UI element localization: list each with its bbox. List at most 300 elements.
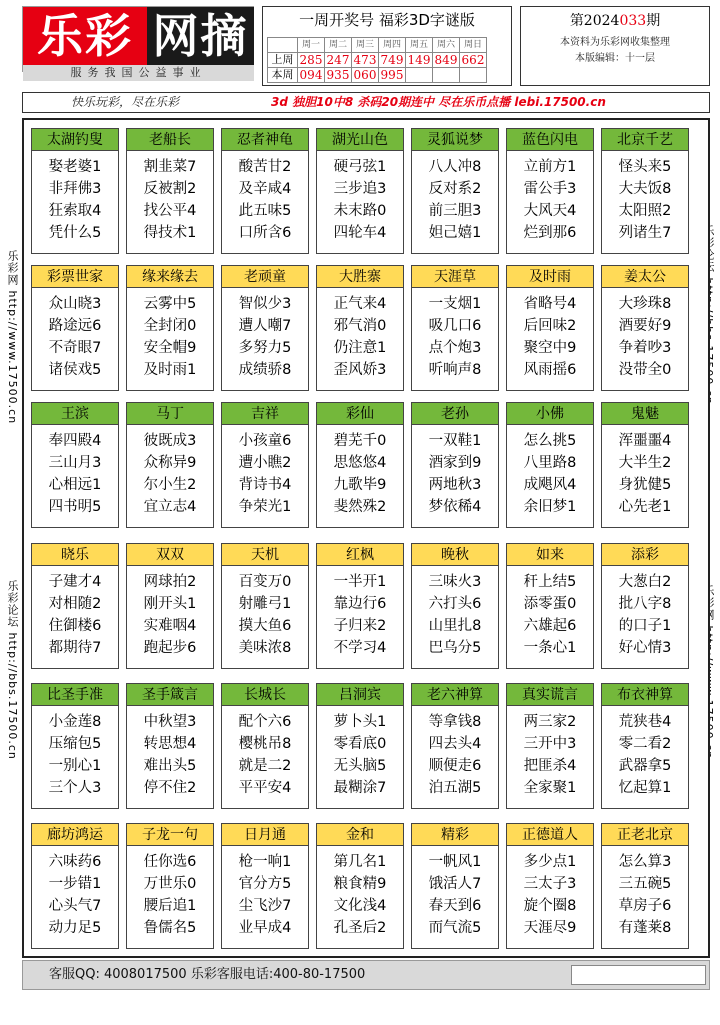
riddle-line: 三个人3 bbox=[48, 780, 102, 796]
card-body bbox=[127, 288, 213, 381]
day-header: 周三 bbox=[352, 38, 379, 53]
card-author: 比圣手准 bbox=[32, 684, 118, 706]
editor-note: 本版编辑：十一层 bbox=[575, 53, 655, 64]
riddle-line: 子归来2 bbox=[333, 618, 387, 634]
riddle-line: 无头脑5 bbox=[333, 758, 387, 774]
card-body bbox=[507, 706, 593, 799]
riddle-line: 平平安4 bbox=[238, 780, 292, 796]
riddle-line: 跑起步6 bbox=[143, 640, 197, 656]
riddle-grid bbox=[22, 118, 710, 958]
card-author: 彩仙 bbox=[317, 403, 403, 425]
riddle-line: 把匪杀4 bbox=[523, 758, 577, 774]
logo-slogan: 服务我国公益事业 bbox=[23, 65, 254, 81]
riddle-line: 听响声8 bbox=[428, 362, 482, 378]
riddle-card bbox=[506, 823, 594, 949]
side-label-left-bottom: 乐彩论坛 http://bbs.17500.cn bbox=[6, 580, 19, 760]
card-author: 忍者神龟 bbox=[222, 129, 308, 151]
card-body bbox=[222, 288, 308, 381]
card-author: 天机 bbox=[222, 544, 308, 566]
riddle-line: 仍注意1 bbox=[333, 340, 387, 356]
card-author: 添彩 bbox=[602, 544, 688, 566]
card-author: 正老北京 bbox=[602, 824, 688, 846]
riddle-line: 两三家2 bbox=[523, 714, 577, 730]
riddle-line: 身犹健5 bbox=[618, 477, 672, 493]
promo-banner bbox=[22, 92, 710, 113]
riddle-line: 两地秋3 bbox=[428, 477, 482, 493]
card-body bbox=[602, 425, 688, 518]
riddle-line: 都期待7 bbox=[48, 640, 102, 656]
riddle-card bbox=[601, 128, 689, 254]
issue-panel bbox=[520, 6, 710, 86]
riddle-line: 文化浅4 bbox=[333, 898, 387, 914]
draw-number: 247 bbox=[325, 53, 352, 68]
riddle-card bbox=[31, 265, 119, 391]
riddle-line: 狂索取4 bbox=[48, 203, 102, 219]
riddle-card bbox=[221, 543, 309, 669]
card-author: 双双 bbox=[127, 544, 213, 566]
riddle-line: 停不住2 bbox=[143, 780, 197, 796]
riddle-line: 住御楼6 bbox=[48, 618, 102, 634]
card-author: 及时雨 bbox=[507, 266, 593, 288]
card-author: 晚秋 bbox=[412, 544, 498, 566]
card-body bbox=[32, 566, 118, 659]
draw-number: 285 bbox=[298, 53, 325, 68]
card-body bbox=[317, 425, 403, 518]
riddle-line: 众山晓3 bbox=[48, 296, 102, 312]
riddle-line: 批八字8 bbox=[618, 596, 672, 612]
riddle-line: 刚开头1 bbox=[143, 596, 197, 612]
riddle-line: 及时雨1 bbox=[143, 362, 197, 378]
riddle-line: 全封闭0 bbox=[143, 318, 197, 334]
card-author: 灵狐说梦 bbox=[412, 129, 498, 151]
riddle-line: 四书明5 bbox=[48, 499, 102, 515]
riddle-line: 三五碗5 bbox=[618, 876, 672, 892]
riddle-line: 成绩骄8 bbox=[238, 362, 292, 378]
riddle-card bbox=[506, 543, 594, 669]
card-body bbox=[507, 151, 593, 244]
riddle-line: 宜立志4 bbox=[143, 499, 197, 515]
day-header: 周六 bbox=[433, 38, 460, 53]
riddle-line: 尔小生2 bbox=[143, 477, 197, 493]
card-author: 大胜寨 bbox=[317, 266, 403, 288]
riddle-card bbox=[411, 543, 499, 669]
riddle-line: 浑噩噩4 bbox=[618, 433, 672, 449]
card-body bbox=[222, 846, 308, 939]
riddle-line: 网球拍2 bbox=[143, 574, 197, 590]
riddle-line: 余旧梦1 bbox=[523, 499, 577, 515]
riddle-line: 多少点1 bbox=[523, 854, 577, 870]
riddle-line: 一帆风1 bbox=[428, 854, 482, 870]
riddle-line: 雷公手3 bbox=[523, 181, 577, 197]
riddle-card bbox=[31, 402, 119, 528]
riddle-card bbox=[221, 265, 309, 391]
card-author: 马丁 bbox=[127, 403, 213, 425]
day-header: 周四 bbox=[379, 38, 406, 53]
riddle-line: 烂到那6 bbox=[523, 225, 577, 241]
riddle-line: 小孩童6 bbox=[238, 433, 292, 449]
riddle-card bbox=[316, 543, 404, 669]
riddle-line: 没带全0 bbox=[618, 362, 672, 378]
card-body bbox=[412, 846, 498, 939]
riddle-line: 巴乌分5 bbox=[428, 640, 482, 656]
riddle-line: 等拿钱8 bbox=[428, 714, 482, 730]
last-week-row bbox=[268, 53, 487, 68]
card-body bbox=[127, 566, 213, 659]
riddle-card bbox=[506, 402, 594, 528]
riddle-line: 三开中3 bbox=[523, 736, 577, 752]
riddle-line: 四去头4 bbox=[428, 736, 482, 752]
card-author: 北京千艺 bbox=[602, 129, 688, 151]
riddle-line: 心头气7 bbox=[48, 898, 102, 914]
riddle-card bbox=[411, 823, 499, 949]
riddle-line: 凭什么5 bbox=[48, 225, 102, 241]
riddle-card bbox=[31, 128, 119, 254]
riddle-line: 聚空中9 bbox=[523, 340, 577, 356]
riddle-line: 一条心1 bbox=[523, 640, 577, 656]
riddle-line: 中秋望3 bbox=[143, 714, 197, 730]
riddle-line: 万世乐0 bbox=[143, 876, 197, 892]
riddle-line: 太阳照2 bbox=[618, 203, 672, 219]
riddle-line: 心先老1 bbox=[618, 499, 672, 515]
draw-days-row bbox=[268, 38, 487, 53]
riddle-line: 的口子1 bbox=[618, 618, 672, 634]
riddle-line: 业早成4 bbox=[238, 920, 292, 936]
riddle-line: 彼既成3 bbox=[143, 433, 197, 449]
card-body bbox=[602, 846, 688, 939]
card-body bbox=[222, 706, 308, 799]
card-author: 正德道人 bbox=[507, 824, 593, 846]
card-author: 老船长 bbox=[127, 129, 213, 151]
riddle-line: 怪头来5 bbox=[618, 159, 672, 175]
card-body bbox=[127, 425, 213, 518]
riddle-line: 摸大鱼6 bbox=[238, 618, 292, 634]
day-header: 周五 bbox=[406, 38, 433, 53]
riddle-line: 一双鞋1 bbox=[428, 433, 482, 449]
riddle-line: 零二看2 bbox=[618, 736, 672, 752]
riddle-line: 而气流5 bbox=[428, 920, 482, 936]
riddle-line: 前三胆3 bbox=[428, 203, 482, 219]
riddle-line: 娶老婆1 bbox=[48, 159, 102, 175]
riddle-card bbox=[411, 683, 499, 809]
card-author: 湖光山色 bbox=[317, 129, 403, 151]
card-body bbox=[412, 151, 498, 244]
card-body bbox=[32, 846, 118, 939]
riddle-line: 省略号4 bbox=[523, 296, 577, 312]
riddle-line: 动力足5 bbox=[48, 920, 102, 936]
draw-number: 935 bbox=[325, 68, 352, 83]
riddle-line: 反被割2 bbox=[143, 181, 197, 197]
riddle-line: 遭小瞧2 bbox=[238, 455, 292, 471]
day-header: 周日 bbox=[460, 38, 487, 53]
this-week-row bbox=[268, 68, 487, 83]
card-author: 老孙 bbox=[412, 403, 498, 425]
card-body bbox=[602, 151, 688, 244]
card-author: 晓乐 bbox=[32, 544, 118, 566]
riddle-card bbox=[221, 683, 309, 809]
riddle-line: 萝卜头1 bbox=[333, 714, 387, 730]
riddle-line: 射雕弓1 bbox=[238, 596, 292, 612]
card-author: 圣手箴言 bbox=[127, 684, 213, 706]
riddle-line: 及辛咸4 bbox=[238, 181, 292, 197]
riddle-card bbox=[316, 265, 404, 391]
riddle-line: 枪一响1 bbox=[238, 854, 292, 870]
riddle-line: 鲁儒名5 bbox=[143, 920, 197, 936]
draw-number: 060 bbox=[352, 68, 379, 83]
draw-number: 149 bbox=[406, 53, 433, 68]
riddle-line: 梦依稀4 bbox=[428, 499, 482, 515]
card-body bbox=[317, 566, 403, 659]
card-body bbox=[317, 846, 403, 939]
card-body bbox=[412, 706, 498, 799]
riddle-line: 妲己嬉1 bbox=[428, 225, 482, 241]
riddle-line: 三太子3 bbox=[523, 876, 577, 892]
card-body bbox=[127, 151, 213, 244]
riddle-line: 非拜佛3 bbox=[48, 181, 102, 197]
riddle-line: 歪风娇3 bbox=[333, 362, 387, 378]
riddle-line: 添零蛋0 bbox=[523, 596, 577, 612]
riddle-line: 四轮车4 bbox=[333, 225, 387, 241]
draw-number: 473 bbox=[352, 53, 379, 68]
card-author: 吕洞宾 bbox=[317, 684, 403, 706]
riddle-line: 不奇眼7 bbox=[48, 340, 102, 356]
card-body bbox=[32, 151, 118, 244]
card-author: 王滨 bbox=[32, 403, 118, 425]
riddle-line: 碧芜千0 bbox=[333, 433, 387, 449]
riddle-card bbox=[31, 823, 119, 949]
riddle-line: 八里路8 bbox=[523, 455, 577, 471]
riddle-line: 小金莲8 bbox=[48, 714, 102, 730]
riddle-line: 天涯尽9 bbox=[523, 920, 577, 936]
riddle-line: 任你选6 bbox=[143, 854, 197, 870]
card-body bbox=[412, 566, 498, 659]
riddle-line: 找公平4 bbox=[143, 203, 197, 219]
card-author: 小佛 bbox=[507, 403, 593, 425]
riddle-line: 思悠悠4 bbox=[333, 455, 387, 471]
riddle-line: 斐然殊2 bbox=[333, 499, 387, 515]
card-body bbox=[602, 706, 688, 799]
riddle-line: 吸几口6 bbox=[428, 318, 482, 334]
riddle-line: 大珍珠8 bbox=[618, 296, 672, 312]
riddle-line: 心相远1 bbox=[48, 477, 102, 493]
riddle-card bbox=[126, 265, 214, 391]
riddle-line: 泊五湖5 bbox=[428, 780, 482, 796]
riddle-line: 三山月3 bbox=[48, 455, 102, 471]
card-author: 老六神算 bbox=[412, 684, 498, 706]
card-author: 姜太公 bbox=[602, 266, 688, 288]
card-author: 真实谎言 bbox=[507, 684, 593, 706]
card-author: 廊坊鸿运 bbox=[32, 824, 118, 846]
riddle-line: 一别心1 bbox=[48, 758, 102, 774]
riddle-line: 点个炮3 bbox=[428, 340, 482, 356]
riddle-line: 大风天4 bbox=[523, 203, 577, 219]
riddle-card bbox=[411, 128, 499, 254]
riddle-card bbox=[31, 683, 119, 809]
riddle-line: 春天到6 bbox=[428, 898, 482, 914]
riddle-line: 安全帽9 bbox=[143, 340, 197, 356]
logo bbox=[22, 6, 254, 79]
riddle-line: 靠边行6 bbox=[333, 596, 387, 612]
draw-title: 一周开奖号 福彩3D字谜版 bbox=[299, 11, 475, 29]
riddle-line: 零看底0 bbox=[333, 736, 387, 752]
riddle-line: 百变万0 bbox=[238, 574, 292, 590]
riddle-card bbox=[31, 543, 119, 669]
riddle-card bbox=[126, 823, 214, 949]
card-author: 红枫 bbox=[317, 544, 403, 566]
riddle-line: 诸侯戏5 bbox=[48, 362, 102, 378]
riddle-line: 怎么算3 bbox=[618, 854, 672, 870]
riddle-line: 顺便走6 bbox=[428, 758, 482, 774]
card-body bbox=[32, 425, 118, 518]
riddle-card bbox=[316, 402, 404, 528]
card-body bbox=[412, 288, 498, 381]
riddle-line: 实难咽4 bbox=[143, 618, 197, 634]
draw-number: 849 bbox=[433, 53, 460, 68]
riddle-line: 就是二2 bbox=[238, 758, 292, 774]
riddle-line: 对相随2 bbox=[48, 596, 102, 612]
last-week-label: 上周 bbox=[268, 53, 298, 68]
riddle-card bbox=[601, 823, 689, 949]
riddle-line: 酸苦甘2 bbox=[238, 159, 292, 175]
card-body bbox=[32, 706, 118, 799]
riddle-line: 未末路0 bbox=[333, 203, 387, 219]
logo-red-text: 乐彩 bbox=[23, 7, 147, 65]
card-body bbox=[412, 425, 498, 518]
riddle-line: 正气来4 bbox=[333, 296, 387, 312]
riddle-line: 武器拿5 bbox=[618, 758, 672, 774]
riddle-line: 旋个圈8 bbox=[523, 898, 577, 914]
riddle-line: 风雨摇6 bbox=[523, 362, 577, 378]
riddle-line: 六雄起6 bbox=[523, 618, 577, 634]
weekly-draw-panel bbox=[262, 6, 512, 86]
riddle-line: 背诗书4 bbox=[238, 477, 292, 493]
riddle-line: 立前方1 bbox=[523, 159, 577, 175]
draw-number: 094 bbox=[298, 68, 325, 83]
card-body bbox=[317, 288, 403, 381]
riddle-line: 一支烟1 bbox=[428, 296, 482, 312]
card-body bbox=[507, 288, 593, 381]
card-body bbox=[32, 288, 118, 381]
this-week-label: 本周 bbox=[268, 68, 298, 83]
riddle-line: 割韭菜7 bbox=[143, 159, 197, 175]
riddle-card bbox=[221, 402, 309, 528]
riddle-card bbox=[506, 683, 594, 809]
card-author: 长城长 bbox=[222, 684, 308, 706]
riddle-line: 众称异9 bbox=[143, 455, 197, 471]
side-label-left-top: 乐彩网 http://www.17500.cn bbox=[6, 250, 19, 425]
riddle-line: 粮食精9 bbox=[333, 876, 387, 892]
card-body bbox=[222, 566, 308, 659]
riddle-line: 奉四殿4 bbox=[48, 433, 102, 449]
card-body bbox=[222, 425, 308, 518]
day-header: 周一 bbox=[298, 38, 325, 53]
card-author: 蓝色闪电 bbox=[507, 129, 593, 151]
riddle-line: 不学习4 bbox=[333, 640, 387, 656]
footer-blank-box bbox=[571, 965, 706, 985]
riddle-line: 九歌毕9 bbox=[333, 477, 387, 493]
riddle-card bbox=[221, 823, 309, 949]
card-author: 彩票世家 bbox=[32, 266, 118, 288]
card-body bbox=[127, 846, 213, 939]
riddle-line: 有蓬莱8 bbox=[618, 920, 672, 936]
riddle-line: 配个六6 bbox=[238, 714, 292, 730]
card-author: 吉祥 bbox=[222, 403, 308, 425]
footer-contact: 客服QQ: 4008017500 乐彩客服电话:400-80-17500 bbox=[49, 967, 366, 982]
card-author: 太湖钓叟 bbox=[32, 129, 118, 151]
riddle-line: 反对系2 bbox=[428, 181, 482, 197]
riddle-card bbox=[126, 128, 214, 254]
riddle-line: 成飓风4 bbox=[523, 477, 577, 493]
riddle-line: 一半开1 bbox=[333, 574, 387, 590]
card-body bbox=[222, 151, 308, 244]
card-author: 天涯草 bbox=[412, 266, 498, 288]
draw-number bbox=[406, 68, 433, 83]
riddle-card bbox=[126, 683, 214, 809]
riddle-line: 六味药6 bbox=[48, 854, 102, 870]
riddle-line: 美味浓8 bbox=[238, 640, 292, 656]
draw-number bbox=[433, 68, 460, 83]
riddle-line: 三步追3 bbox=[333, 181, 387, 197]
card-body bbox=[602, 566, 688, 659]
draw-number: 749 bbox=[379, 53, 406, 68]
riddle-line: 大半生2 bbox=[618, 455, 672, 471]
riddle-line: 邪气消0 bbox=[333, 318, 387, 334]
riddle-card bbox=[411, 402, 499, 528]
card-body bbox=[317, 151, 403, 244]
riddle-card bbox=[411, 265, 499, 391]
riddle-line: 官分方5 bbox=[238, 876, 292, 892]
riddle-line: 一步错1 bbox=[48, 876, 102, 892]
riddle-line: 大葱白2 bbox=[618, 574, 672, 590]
riddle-card bbox=[126, 543, 214, 669]
card-body bbox=[507, 566, 593, 659]
card-author: 缘来缘去 bbox=[127, 266, 213, 288]
riddle-line: 最糊涂7 bbox=[333, 780, 387, 796]
riddle-card bbox=[601, 683, 689, 809]
riddle-line: 争荣光1 bbox=[238, 499, 292, 515]
card-author: 老顽童 bbox=[222, 266, 308, 288]
riddle-line: 得技术1 bbox=[143, 225, 197, 241]
card-author: 鬼魅 bbox=[602, 403, 688, 425]
riddle-line: 饿活人7 bbox=[428, 876, 482, 892]
riddle-card bbox=[601, 265, 689, 391]
card-author: 精彩 bbox=[412, 824, 498, 846]
banner-promo-link[interactable]: 3d 独胆10中8 杀码20期连中 尽在乐币点播 lebi.17500.cn bbox=[271, 95, 606, 109]
riddle-line: 列诸生7 bbox=[618, 225, 672, 241]
riddle-line: 山里扎8 bbox=[428, 618, 482, 634]
card-body bbox=[507, 425, 593, 518]
riddle-line: 云雾中5 bbox=[143, 296, 197, 312]
riddle-line: 酒家到9 bbox=[428, 455, 482, 471]
riddle-line: 多努力5 bbox=[238, 340, 292, 356]
issue-title: 第2024033期 bbox=[569, 13, 661, 29]
riddle-card bbox=[601, 543, 689, 669]
riddle-line: 转思想4 bbox=[143, 736, 197, 752]
riddle-line: 荒狭巷4 bbox=[618, 714, 672, 730]
riddle-line: 好心情3 bbox=[618, 640, 672, 656]
card-body bbox=[317, 706, 403, 799]
issue-number: 033 bbox=[619, 13, 647, 29]
card-body bbox=[507, 846, 593, 939]
riddle-line: 硬弓弦1 bbox=[333, 159, 387, 175]
source-note: 本资料为乐彩网收集整理 bbox=[560, 37, 670, 48]
riddle-line: 忆起算1 bbox=[618, 780, 672, 796]
riddle-card bbox=[506, 265, 594, 391]
riddle-line: 争着吵3 bbox=[618, 340, 672, 356]
riddle-line: 难出头5 bbox=[143, 758, 197, 774]
draw-number bbox=[460, 68, 487, 83]
riddle-card bbox=[221, 128, 309, 254]
riddle-line: 口所含6 bbox=[238, 225, 292, 241]
